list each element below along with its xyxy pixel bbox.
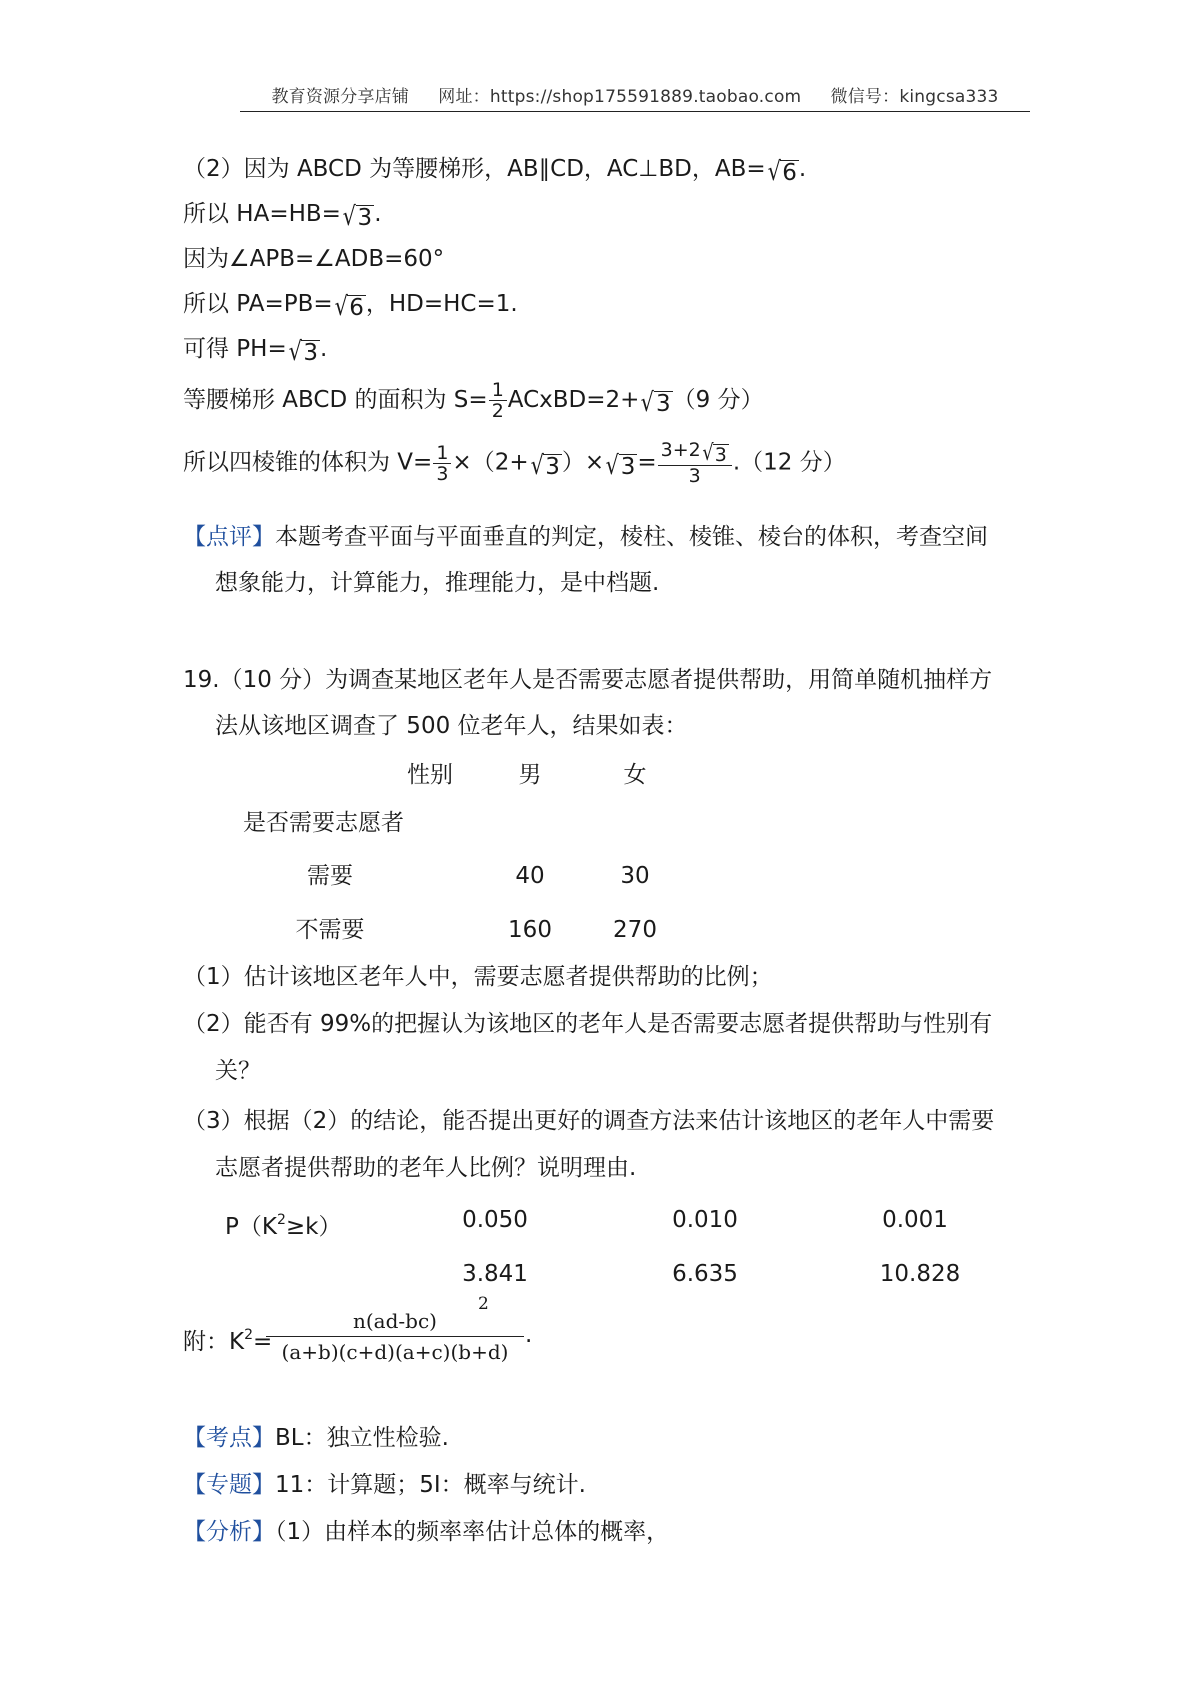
comment-line-1: 【点评】本题考查平面与平面垂直的判定，棱柱、棱锥、棱台的体积，考查空间 — [183, 524, 988, 550]
formula-exponent: 2 — [478, 1294, 489, 1314]
header-wechat-id: kingcsa333 — [899, 87, 999, 107]
q19-sub-3b: 志愿者提供帮助的老年人比例？说明理由. — [215, 1155, 637, 1181]
fraction: 3+2 √ 3 3 — [658, 440, 732, 486]
sqrt-symbol: √ 3 — [530, 450, 560, 481]
ptable-label: $P(K^2\ge k)$ — [225, 1212, 342, 1240]
ptable-cell: 0.050 — [462, 1207, 528, 1233]
chi-square-formula — [266, 1308, 524, 1365]
fraction: $\frac{1}{2}$ — [489, 380, 507, 421]
formula-numerator: n(ad-bc) — [353, 1309, 437, 1333]
q19-sub-2a: （2）能否有 99%的把握认为该地区的老年人是否需要志愿者提供帮助与性别有 — [183, 1011, 993, 1037]
formula-denominator: (a+b)(c+d)(a+c)(b+d) — [281, 1340, 509, 1364]
sqrt-symbol: √ 6 — [334, 292, 364, 322]
ptable-cell: 6.635 — [672, 1261, 738, 1287]
table-cell: 30 — [620, 863, 650, 889]
fraction: $\frac{1}{3}$ — [433, 443, 451, 484]
table-cell: 40 — [515, 863, 545, 889]
points-line: 【考点】BL：独立性检验. — [183, 1425, 449, 1451]
solution-line-7: 所以四棱锥的体积为 V= $\frac{1}{3}$ ×（2+ √ 3 ）× √ 3 = 3+2 √ 3 3 .（12 分） — [183, 439, 846, 487]
solution-line-6: 等腰梯形 ABCD 的面积为 S= $\frac{1}{2}$ ACxBD=2+ √ 3 （9 分） — [183, 379, 764, 422]
solution-line-3: 因为∠APB=∠ADB=60° — [183, 246, 445, 272]
sqrt-symbol: √ 3 — [641, 388, 671, 418]
table-row-label: 需要 — [307, 863, 353, 889]
ptable-cell: 0.010 — [672, 1207, 738, 1233]
points-tag: 【考点】 — [183, 1425, 275, 1451]
solution-line-1: （2）因为 ABCD 为等腰梯形，AB∥CD，AC⊥BD，AB= √ 6 . — [183, 156, 807, 187]
sqrt-symbol: √ 3 — [342, 202, 373, 232]
table-header-female: 女 — [623, 762, 647, 788]
q19-sub-2b: 关？ — [215, 1058, 261, 1084]
sqrt-symbol: √ 3 — [605, 450, 636, 481]
analysis-tag: 【分析】 — [183, 1519, 275, 1545]
q19-line-1: 19.（10 分）为调查某地区老年人是否需要志愿者提供帮助，用简单随机抽样方 — [183, 667, 993, 693]
sqrt-symbol: √ 3 — [702, 441, 727, 466]
header-site-url[interactable]: https://shop175591889.taobao.com — [489, 87, 802, 107]
ptable-cell: 10.828 — [879, 1261, 961, 1287]
table-header-male: 男 — [518, 762, 542, 788]
header-divider — [240, 111, 1030, 112]
header-wechat-label: 微信号： — [830, 87, 900, 107]
comment-tag: 【点评】 — [183, 524, 275, 550]
table-row-label: 不需要 — [295, 917, 365, 943]
topic-line: 【专题】11：计算题；5I：概率与统计. — [183, 1472, 586, 1498]
solution-line-4: 所以 PA=PB= √ 6 ，HD=HC=1. — [183, 291, 518, 322]
q19-sub-3a: （3）根据（2）的结论，能否提出更好的调查方法来估计该地区的老年人中需要 — [183, 1108, 995, 1134]
table-header-need: 是否需要志愿者 — [243, 810, 404, 836]
formula-end: . — [525, 1322, 533, 1348]
sqrt-symbol: √ 6 — [767, 157, 797, 187]
analysis-line: 【分析】（1）由样本的频率率估计总体的概率， — [183, 1519, 670, 1545]
solution-line-5: 可得 PH= √ 3 . — [183, 336, 328, 367]
table-cell: 160 — [508, 917, 552, 943]
sqrt-symbol: √ 3 — [288, 337, 318, 367]
header-site-label: 网址： — [438, 87, 490, 107]
comment-line-2: 想象能力，计算能力，推理能力，是中档题. — [215, 570, 660, 596]
table-cell: 270 — [613, 917, 657, 943]
ptable-cell: 0.001 — [882, 1207, 948, 1233]
header-shop: 教育资源分享店铺 — [271, 87, 410, 107]
q19-line-2: 法从该地区调查了 500 位老年人，结果如表： — [215, 713, 688, 739]
topic-tag: 【专题】 — [183, 1472, 275, 1498]
table-header-gender: 性别 — [407, 762, 453, 788]
ptable-cell: 3.841 — [462, 1261, 528, 1287]
solution-line-2: 所以 HA=HB= √ 3 . — [183, 201, 382, 232]
page-header — [240, 82, 1030, 107]
formula-label: 附：$K^2=$ — [183, 1327, 273, 1355]
q19-sub-1: （1）估计该地区老年人中，需要志愿者提供帮助的比例； — [183, 964, 773, 990]
